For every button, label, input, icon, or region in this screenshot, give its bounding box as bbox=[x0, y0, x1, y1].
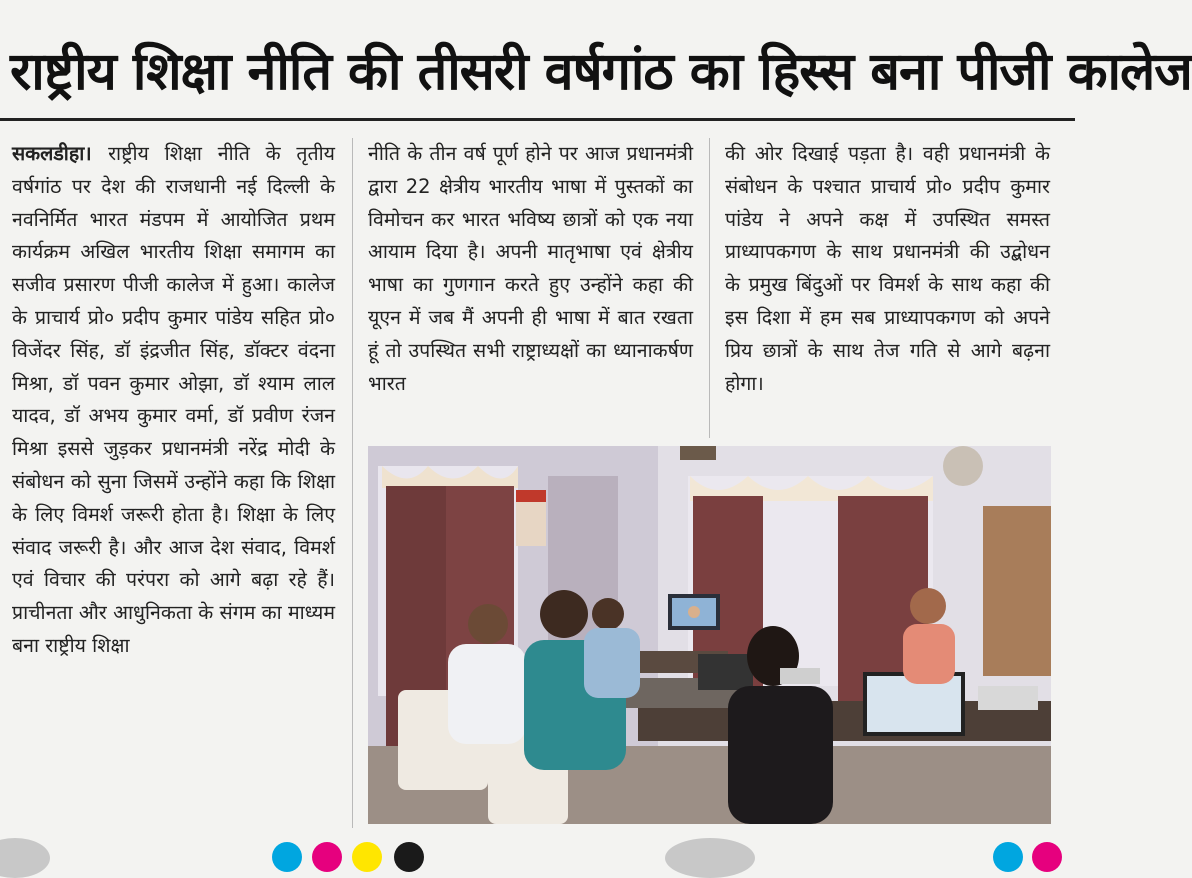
registration-mark-cyan bbox=[272, 842, 302, 872]
registration-mark-magenta bbox=[312, 842, 342, 872]
article-column-2 bbox=[368, 138, 693, 438]
headline: राष्ट्रीय शिक्षा नीति की तीसरी वर्षगांठ का हिस्स बना पीजी कालेज bbox=[10, 42, 1192, 102]
article-column-1 bbox=[12, 138, 335, 818]
article-column-3 bbox=[725, 138, 1050, 438]
registration-mark-yellow bbox=[352, 842, 382, 872]
column-3-text: की ओर दिखाई पड़ता है। वही प्रधानमंत्री के संबोधन के पश्चात प्राचार्य प्रो० प्रदीप कुमार पांडेय ने अपने कक्ष में उपस्थित समस्त प्राध्यापकगण के साथ प्रधानमंत्री की उद्बोधन के प्रमुख बिंदुओं पर विमर्श के साथ कहा की इस दिशा में हम सब प्राध्यापकगण को अपने प्रिय छात्रों के साथ तेज गति से आगे बढ़ना होगा। bbox=[725, 142, 1050, 395]
registration-mark-magenta-2 bbox=[1032, 842, 1062, 872]
dateline: सकलडीहा। bbox=[12, 142, 109, 165]
registration-mark-cyan-2 bbox=[993, 842, 1023, 872]
registration-mark-black bbox=[394, 842, 424, 872]
page-edge-shadow bbox=[0, 838, 50, 878]
column-divider-2 bbox=[709, 138, 710, 438]
column-divider-1 bbox=[352, 138, 353, 828]
column-1-text: राष्ट्रीय शिक्षा नीति के तृतीय वर्षगांठ पर देश की राजधानी नई दिल्ली के नवनिर्मित भारत मंडपम में आयोजित प्रथम कार्यक्रम अखिल भारतीय शिक्षा समागम का सजीव प्रसारण पीजी कालेज में हुआ। कालेज के प्राचार्य प्रो० प्रदीप कुमार पांडेय सहित प्रो० विजेंदर सिंह, डॉ इंद्रजीत सिंह, डॉक्टर वंदना मिश्रा, डॉ पवन कुमार ओझा, डॉ श्याम लाल यादव, डॉ अभय कुमार वर्मा, डॉ प्रवीण रंजन मिश्रा इससे जुड़कर प्रधानमंत्री नरेंद्र मोदी के संबोधन को सुना जिसमें उन्होंने कहा कि शिक्षा के लिए विमर्श जरूरी होता है। शिक्षा के लिए संवाद जरूरी है। और आज देश संवाद, विमर्श एवं विचार की परंपरा को आगे बढ़ा रहे हैं। प्राचीनता और आधुनिकता के संगम का माध्यम बना राष्ट्रीय शिक्षा bbox=[12, 142, 335, 657]
column-2-text: नीति के तीन वर्ष पूर्ण होने पर आज प्रधानमंत्री द्वारा 22 क्षेत्रीय भारतीय भाषा में पुस्तकों का विमोचन कर भारत भविष्य छात्रों को एक नया आयाम दिया है। अपनी मातृभाषा एवं क्षेत्रीय भाषा का गुणगान करते हुए उन्होंने कहा की यूएन में जब मैं अपनी ही भाषा में बात रखता हूं तो उपस्थित सभी राष्ट्राध्यक्षों का ध्यानाकर्षण भारत bbox=[368, 142, 693, 395]
headline-rule bbox=[0, 118, 1075, 121]
page-edge-shadow-2 bbox=[665, 838, 755, 878]
news-photo bbox=[368, 446, 1051, 824]
